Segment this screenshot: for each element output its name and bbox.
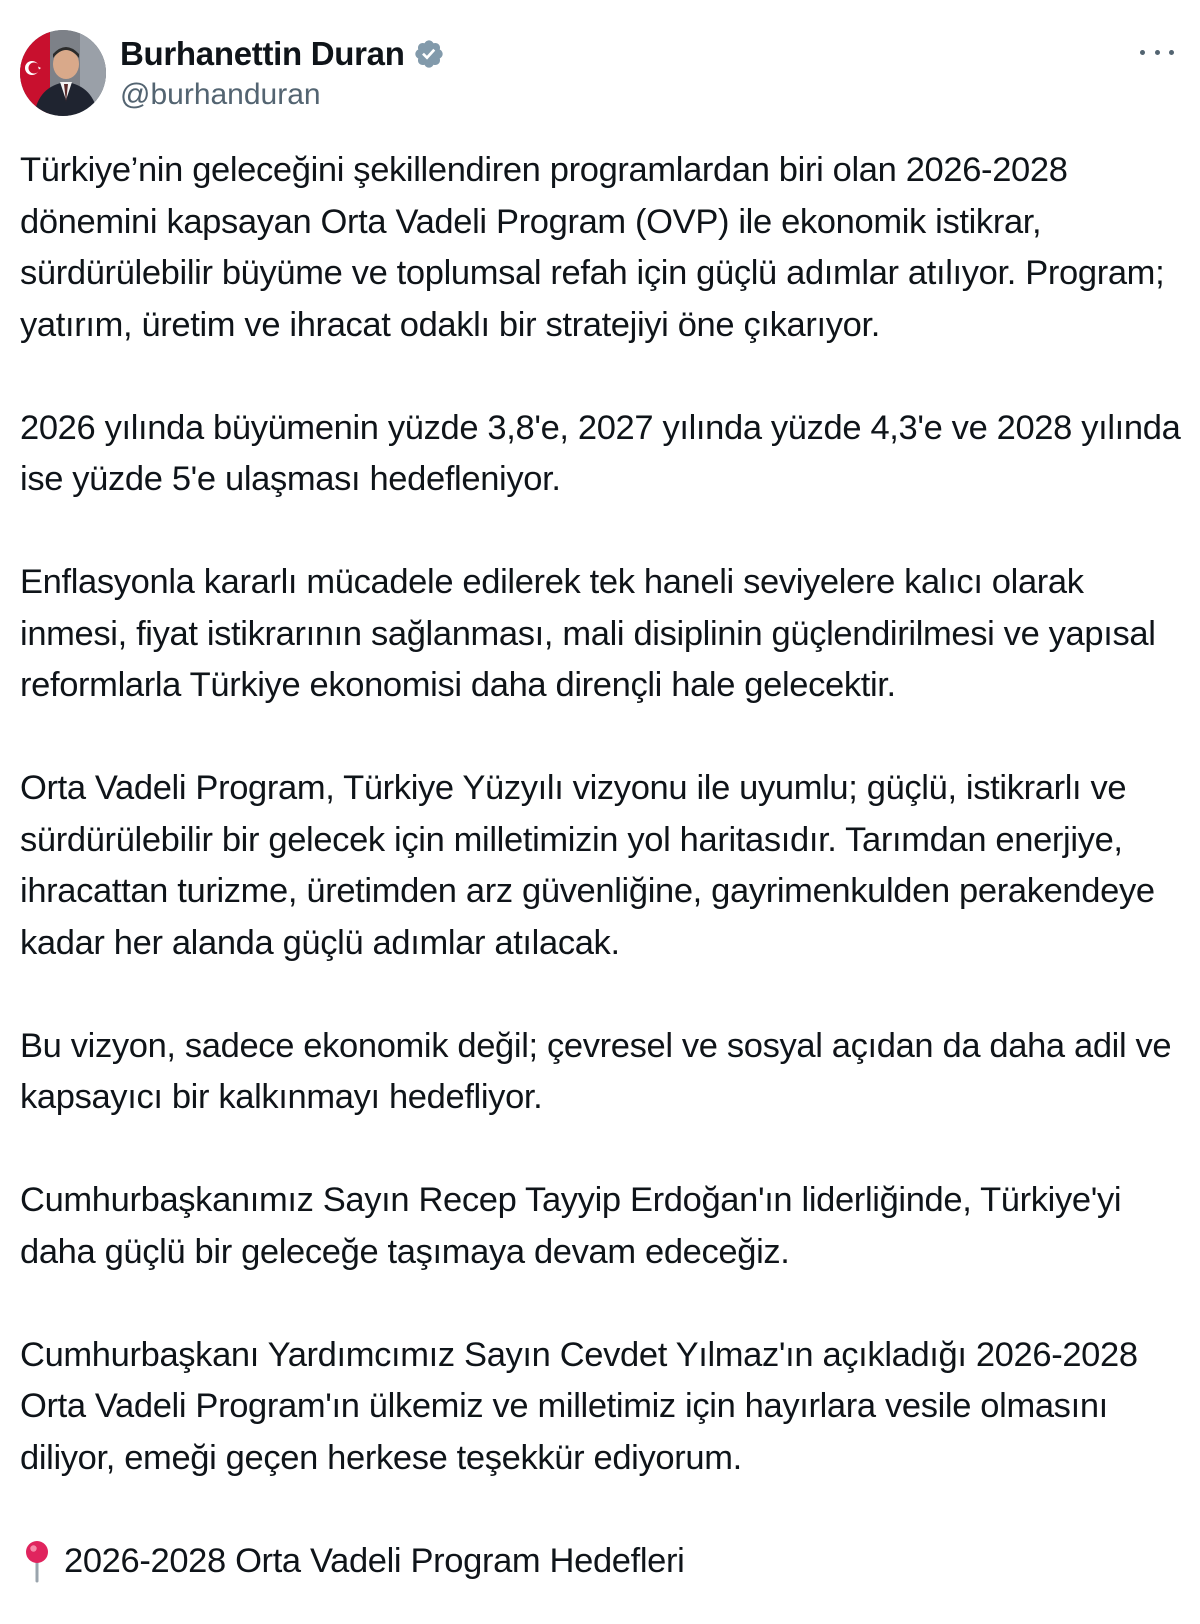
author-block [120, 34, 445, 112]
avatar[interactable] [20, 30, 106, 116]
tweet-paragraph-5: Bu vizyon, sadece ekonomik değil; çevresel ve sosyal açıdan da daha adil ve kapsayıcı bir kalkınmayı hedefliyor. [20, 1026, 1172, 1116]
profile-photo-icon [20, 30, 106, 116]
tweet-paragraph-4: Orta Vadeli Program, Türkiye Yüzyılı vizyonu ile uyumlu; güçlü, istikrarlı ve sürdürülebilir bir gelecek için milletimizin yol haritasıdır. Tarımdan enerjiye, ihracattan turizme, üretimden arz güvenliğine, gayrimenkulden perakendeye kadar her alanda güçlü adımlar atılacak. [20, 769, 1155, 962]
display-name[interactable]: Burhanettin Duran [120, 35, 405, 72]
tweet-header [20, 28, 1184, 118]
more-horizontal-icon[interactable] [1140, 42, 1174, 62]
tweet-paragraph-1: Türkiye’nin geleceğini şekillendiren programlardan biri olan 2026-2028 dönemini kapsayan Orta Vadeli Program (OVP) ile ekonomik istikrar, sürdürülebilir büyüme ve toplumsal refah için güçlü adımlar atılıyor. Program; yatırım, üretim ve ihracat odaklı bir stratejiyi öne çıkarıyor. [20, 151, 1165, 344]
verified-badge-icon [413, 38, 445, 70]
tweet-paragraph-2: 2026 yılında büyümenin yüzde 3,8'e, 2027 yılında yüzde 4,3'e ve 2028 yılında ise yüzde 5'e ulaşması hedefleniyor. [20, 408, 1181, 498]
tweet-paragraph-6: Cumhurbaşkanımız Sayın Recep Tayyip Erdoğan'ın liderliğinde, Türkiye'yi daha güçlü bir geleceğe taşımaya devam edeceğiz. [20, 1181, 1122, 1271]
tweet-final-line [20, 1536, 1195, 1588]
tweet-paragraph-7: Cumhurbaşkanı Yardımcımız Sayın Cevdet Yılmaz'ın açıkladığı 2026-2028 Orta Vadeli Program'ın ülkemiz ve milletimiz için hayırlara vesile olmasını diliyor, emeği geçen herkese teşekkür ediyorum. [20, 1335, 1138, 1477]
name-row [120, 34, 445, 74]
tweet-paragraph-3: Enflasyonla kararlı mücadele edilerek tek haneli seviyelere kalıcı olarak inmesi, fiyat istikrarının sağlanması, mali disiplinin güçlendirilmesi ve yapısal reformlarla Türkiye ekonomisi daha dirençli hale gelecektir. [20, 563, 1156, 704]
round-pushpin-icon [20, 1539, 54, 1583]
tweet-text [20, 145, 1195, 1587]
tweet-final-line-text: 2026-2028 Orta Vadeli Program Hedefleri [64, 1541, 685, 1580]
handle[interactable]: @burhanduran [120, 78, 321, 111]
